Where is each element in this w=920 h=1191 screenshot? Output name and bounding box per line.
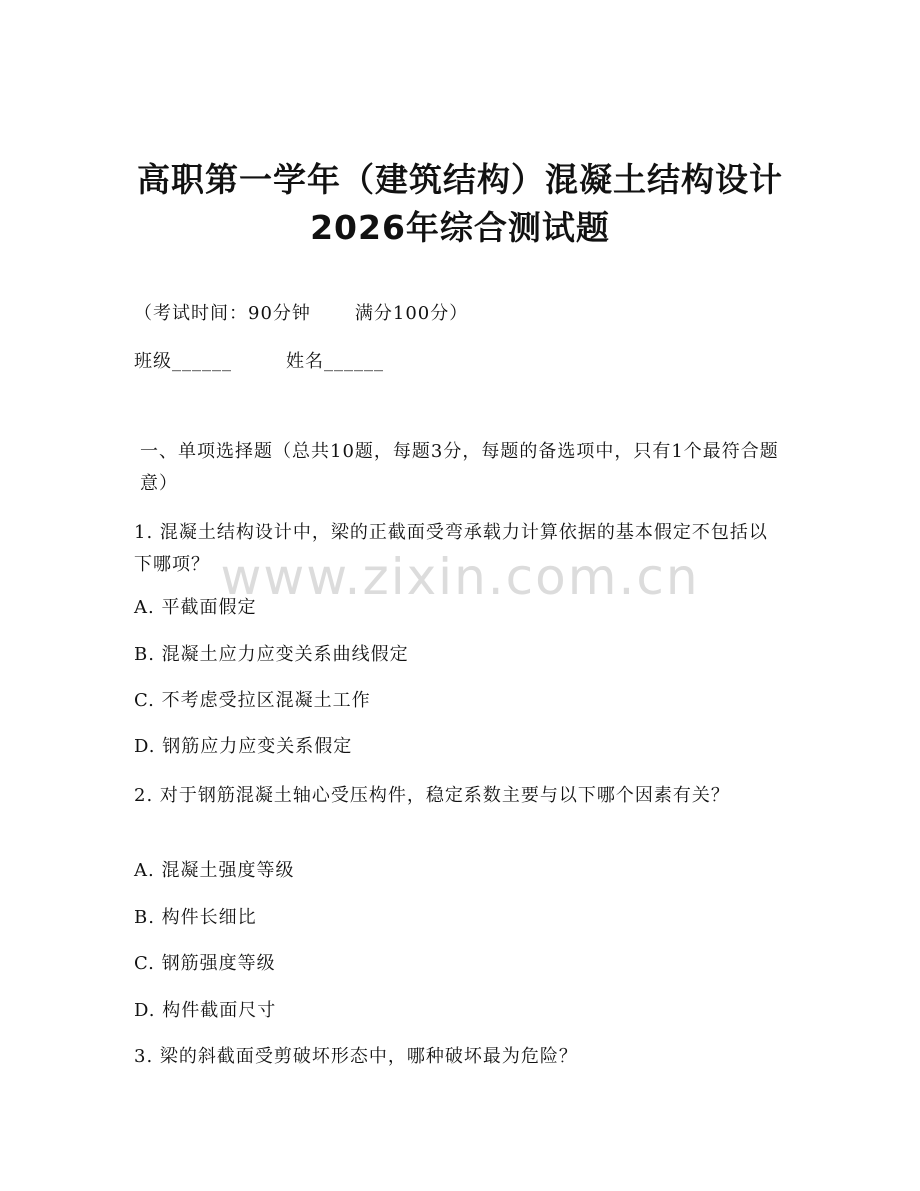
watermark-text: www.zixin.com.cn [220, 548, 700, 606]
question-2-stem: 2. 对于钢筋混凝土轴心受压构件，稳定系数主要与以下哪个因素有关？ [134, 785, 730, 806]
question-2-option-d: D. 构件截面尺寸 [134, 1000, 277, 1021]
exam-info-line [134, 302, 468, 326]
question-1-stem: 1. 混凝土结构设计中，梁的正截面受弯承载力计算依据的基本假定不包括以下哪项？ [134, 522, 768, 575]
class-field-label: 班级______ [134, 351, 232, 372]
exam-time: （考试时间：90分钟 [134, 303, 311, 324]
question-1-option-a: A. 平截面假定 [134, 597, 257, 618]
question-2-option-b: B. 构件长细比 [134, 907, 257, 928]
student-info-line [134, 350, 384, 374]
question-2-option-a: A. 混凝土强度等级 [134, 860, 295, 881]
question-2-option-c: C. 钢筋强度等级 [134, 953, 276, 974]
question-1-option-d: D. 钢筋应力应变关系假定 [134, 736, 353, 757]
question-3-stem: 3. 梁的斜截面受剪破坏形态中，哪种破坏最为危险？ [134, 1046, 578, 1067]
name-field-label: 姓名______ [286, 351, 384, 372]
exam-score: 满分100分） [354, 303, 469, 324]
section-heading: 一、单项选择题（总共10题，每题3分，每题的备选项中，只有1个最符合题意） [140, 441, 779, 494]
question-1-option-b: B. 混凝土应力应变关系曲线假定 [134, 644, 409, 665]
doc-title-line1: 高职第一学年（建筑结构）混凝土结构设计 [137, 160, 783, 199]
doc-title-line2: 2026年综合测试题 [310, 208, 610, 247]
question-1-option-c: C. 不考虑受拉区混凝土工作 [134, 690, 371, 711]
